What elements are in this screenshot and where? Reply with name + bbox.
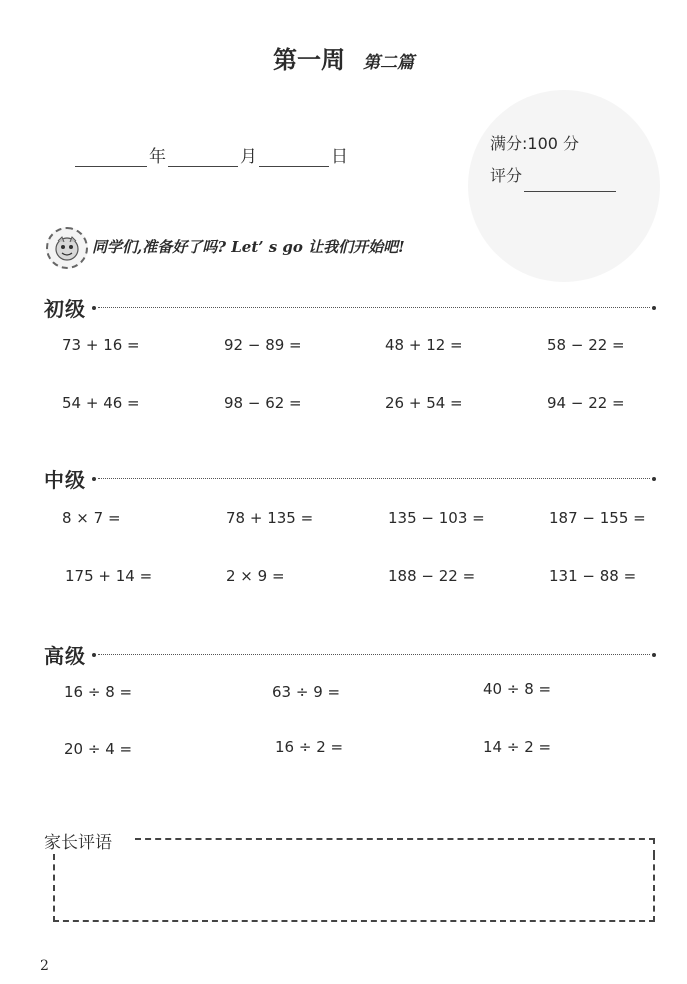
problem: 16 ÷ 2 =: [275, 738, 344, 756]
dot-end: [652, 306, 656, 310]
problem: 40 ÷ 8 =: [483, 680, 552, 698]
section-title: 初级: [44, 297, 86, 321]
problem: 188 − 22 =: [388, 567, 476, 585]
parent-comment-box[interactable]: [53, 854, 655, 922]
dot-start: [92, 477, 96, 481]
problem: 131 − 88 =: [549, 567, 637, 585]
score-box: [490, 128, 616, 192]
dot-start: [92, 306, 96, 310]
problem: 187 − 155 =: [549, 509, 646, 527]
title-subtitle: 第二篇: [363, 53, 414, 73]
page-number: 2: [40, 958, 49, 974]
problem: 26 + 54 =: [385, 394, 463, 412]
year-blank[interactable]: [75, 148, 147, 167]
date-line: [75, 142, 350, 167]
year-label: 年: [149, 147, 166, 167]
greeting-text: 同学们,准备好了吗? Let’ s go 让我们开始吧!: [92, 238, 405, 256]
problem: 58 − 22 =: [547, 336, 625, 354]
rating-blank[interactable]: [524, 173, 616, 192]
page-title: [0, 40, 687, 75]
dotted-divider: [98, 478, 650, 479]
title-main: 第一周: [273, 46, 345, 74]
day-blank[interactable]: [259, 148, 329, 167]
month-label: 月: [240, 147, 257, 167]
dotted-divider: [98, 307, 650, 308]
problem: 16 ÷ 8 =: [64, 683, 133, 701]
dotted-divider: [98, 654, 650, 655]
problem: 14 ÷ 2 =: [483, 738, 552, 756]
problem: 98 − 62 =: [224, 394, 302, 412]
problem: 135 − 103 =: [388, 509, 485, 527]
problem: 2 × 9 =: [226, 567, 285, 585]
section-header-beginner: [44, 293, 656, 322]
section-header-advanced: [44, 640, 656, 669]
problem: 78 + 135 =: [226, 509, 314, 527]
section-header-intermediate: [44, 464, 656, 493]
problem: 92 − 89 =: [224, 336, 302, 354]
problem: 63 ÷ 9 =: [272, 683, 341, 701]
problem: 48 + 12 =: [385, 336, 463, 354]
dot-start: [92, 653, 96, 657]
problem: 8 × 7 =: [62, 509, 121, 527]
full-marks: 满分:100 分: [490, 134, 580, 153]
problem: 20 ÷ 4 =: [64, 740, 133, 758]
dot-end: [652, 477, 656, 481]
section-title: 高级: [44, 644, 86, 668]
problem: 175 + 14 =: [65, 567, 153, 585]
mascot-icon: [46, 227, 88, 269]
problem: 94 − 22 =: [547, 394, 625, 412]
dot-end: [652, 653, 656, 657]
parent-comment-border-top: [135, 838, 655, 840]
section-title: 中级: [44, 468, 86, 492]
month-blank[interactable]: [168, 148, 238, 167]
problem: 54 + 46 =: [62, 394, 140, 412]
day-label: 日: [331, 147, 348, 167]
rating-label: 评分: [490, 166, 523, 185]
problem: 73 + 16 =: [62, 336, 140, 354]
parent-comment-label: 家长评语: [44, 833, 112, 853]
